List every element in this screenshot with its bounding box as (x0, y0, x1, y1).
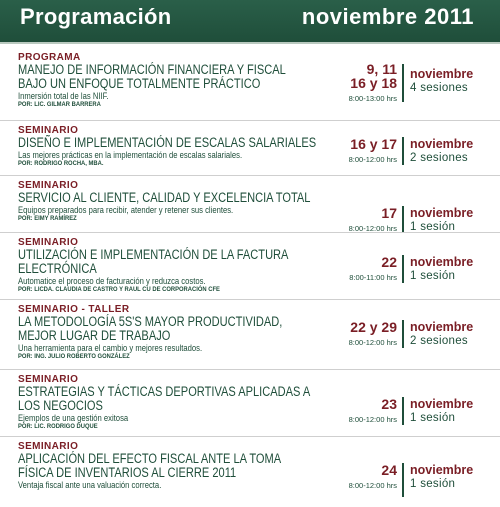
event-instructor: POR: EIMY RAMÍREZ (18, 215, 77, 222)
event-type: SEMINARIO (18, 180, 79, 191)
event-title[interactable]: MANEJO DE INFORMACIÓN FINANCIERA Y FISCAL BAJO UN ENFOQUE TOTALMENTE PRÁCTICO (18, 62, 286, 91)
event-title[interactable]: DISEÑO E IMPLEMENTACIÓN DE ESCALAS SALARIALES (18, 135, 317, 150)
event-item[interactable] (0, 437, 500, 507)
header-banner (0, 0, 500, 42)
event-title[interactable]: SERVICIO AL CLIENTE, CALIDAD Y EXCELENCIA TOTAL (18, 190, 311, 205)
event-item[interactable] (0, 176, 500, 233)
event-description: Las mejores prácticas en la implementación de escalas salariales. (18, 150, 243, 160)
event-description: Ejemplos de una gestión exitosa (18, 413, 129, 423)
event-type: SEMINARIO (18, 374, 79, 385)
vertical-divider (402, 397, 404, 425)
event-item[interactable] (0, 370, 500, 437)
event-instructor: POR: ING. JULIO ROBERTO GONZÁLEZ (18, 353, 130, 360)
event-sessions: 1 sesión (410, 412, 456, 424)
event-instructor: POR: LIC. RODRIGO DUQUE (18, 423, 98, 430)
event-item[interactable] (0, 48, 500, 121)
event-type: PROGRAMA (18, 52, 81, 63)
event-title[interactable]: APLICACIÓN DEL EFECTO FISCAL ANTE LA TOMA FÍSICA DE INVENTARIOS AL CIERRE 2011 (18, 451, 281, 480)
event-hours: 8:00-12:00 hrs (348, 415, 397, 424)
event-title[interactable]: ESTRATEGIAS Y TÁCTICAS DEPORTIVAS APLICADAS A LOS NEGOCIOS (18, 384, 310, 413)
event-month: noviembre (410, 67, 474, 81)
vertical-divider (402, 137, 404, 165)
header-divider (0, 42, 500, 44)
vertical-divider (402, 206, 404, 232)
event-description: Inmersión total de las NIIF. (18, 91, 109, 101)
event-title[interactable]: UTILIZACIÓN E IMPLEMENTACIÓN DE LA FACTURA ELECTRÓNICA (18, 247, 288, 276)
event-description: Equipos preparados para recibir, atender y retener sus clientes. (18, 205, 234, 215)
page-title: Programación (20, 4, 172, 29)
vertical-divider (402, 64, 404, 102)
event-days-second-line: 16 y 18 (350, 75, 397, 91)
event-month: noviembre (410, 206, 474, 220)
event-month: noviembre (410, 137, 474, 151)
event-month: noviembre (410, 255, 474, 269)
event-item[interactable] (0, 233, 500, 300)
event-item[interactable] (0, 300, 500, 370)
vertical-divider (402, 255, 404, 283)
event-description: Ventaja fiscal ante una valuación correcta. (18, 480, 162, 490)
event-instructor: POR: LICDA. CLAUDIA DE CASTRO Y RAUL CU DE CORPORACIÓN CFE (18, 286, 220, 293)
event-days: 22 (381, 254, 397, 270)
event-days: 23 (381, 396, 397, 412)
event-hours: 8:00-12:00 hrs (348, 224, 397, 233)
event-month: noviembre (410, 320, 474, 334)
event-sessions: 1 sesión (410, 270, 456, 282)
event-days: 22 y 29 (350, 319, 397, 335)
event-instructor: POR: LIC. GILMAR BARRERA (18, 101, 101, 108)
event-hours: 8:00-13:00 hrs (348, 94, 397, 103)
event-type: SEMINARIO - TALLER (18, 304, 130, 315)
event-days: 24 (381, 462, 397, 478)
event-item[interactable] (0, 121, 500, 176)
event-type: SEMINARIO (18, 237, 79, 248)
event-title[interactable]: LA METODOLOGÍA 5S'S MAYOR PRODUCTIVIDAD, MEJOR LUGAR DE TRABAJO (18, 314, 283, 343)
event-sessions: 4 sesiones (410, 82, 468, 94)
event-hours: 8:00-12:00 hrs (348, 481, 397, 490)
event-sessions: 2 sesiones (410, 335, 468, 347)
event-instructor: POR: RODRIGO ROCHA, MBA. (18, 160, 104, 167)
event-sessions: 1 sesión (410, 221, 456, 233)
event-days: 9, 11 (366, 61, 397, 77)
event-sessions: 2 sesiones (410, 152, 468, 164)
event-description: Automatice el proceso de facturación y reduzca costos. (18, 276, 206, 286)
month-year: noviembre 2011 (301, 4, 474, 29)
event-days: 17 (381, 205, 397, 221)
event-description: Una herramienta para el cambio y mejores resultados. (18, 343, 203, 353)
event-month: noviembre (410, 397, 474, 411)
event-sessions: 1 sesión (410, 478, 456, 490)
event-days: 16 y 17 (350, 136, 397, 152)
event-hours: 8:00-12:00 hrs (348, 155, 397, 164)
event-type: SEMINARIO (18, 441, 79, 452)
vertical-divider (402, 463, 404, 497)
event-hours: 8:00-11:00 hrs (349, 273, 397, 282)
event-type: SEMINARIO (18, 125, 79, 136)
vertical-divider (402, 320, 404, 348)
event-hours: 8:00-12:00 hrs (348, 338, 397, 347)
event-month: noviembre (410, 463, 474, 477)
